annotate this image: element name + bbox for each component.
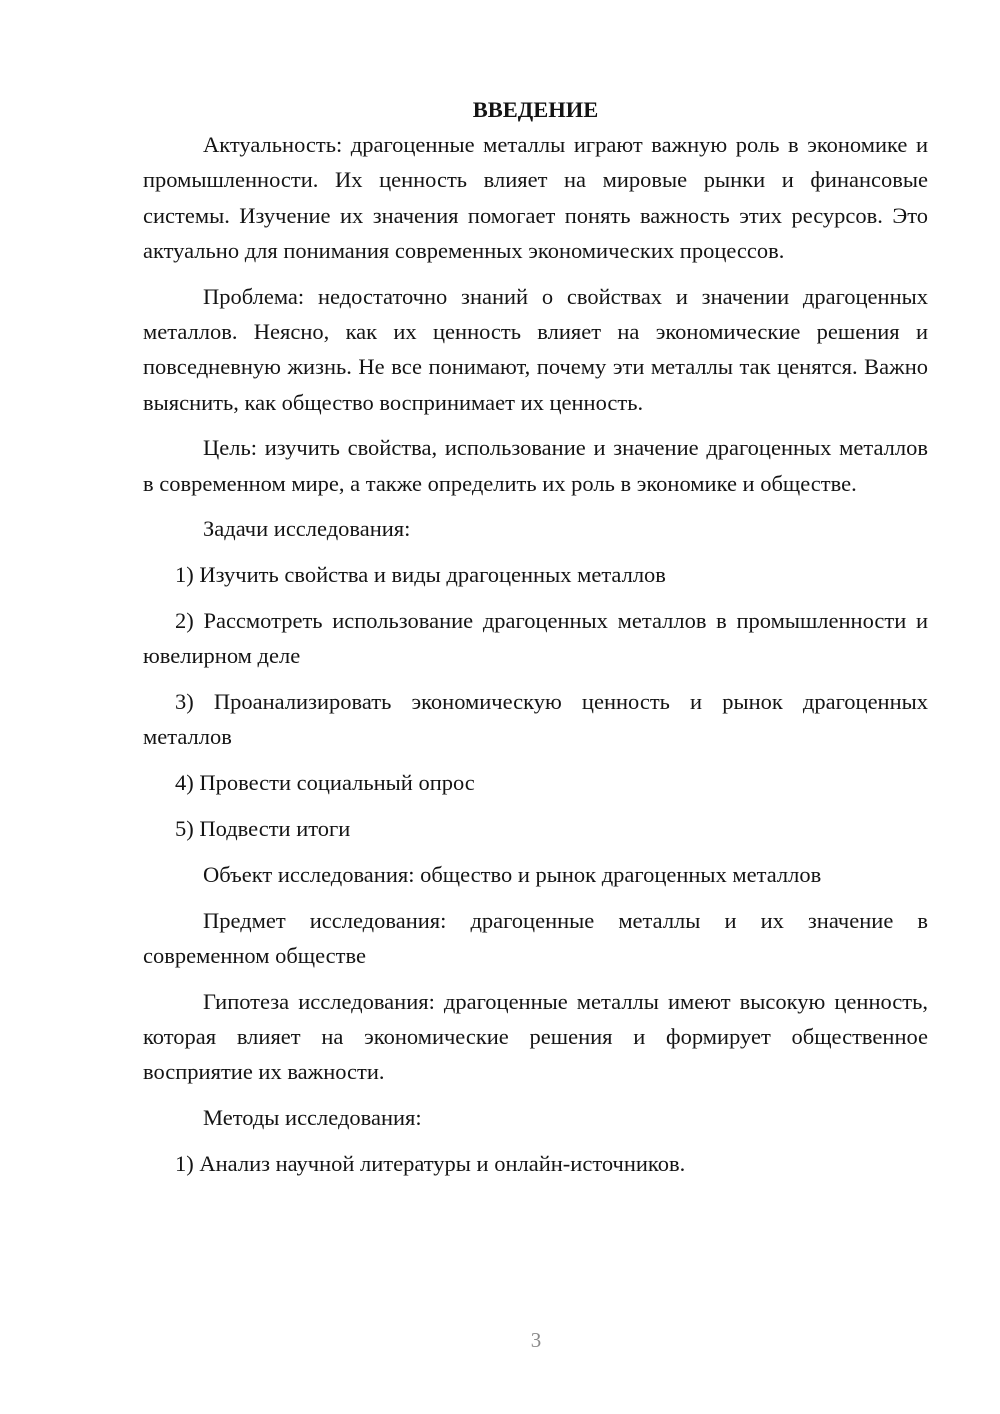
object-paragraph: Объект исследования: общество и рынок драгоценных металлов xyxy=(203,861,822,887)
hypothesis-paragraph: Гипотеза исследования: драгоценные металлы имеют высокую ценность, которая влияет на экономические решения и формирует общественное восприятие их важности. xyxy=(143,988,928,1085)
section-title: ВВЕДЕНИЕ xyxy=(472,97,599,122)
task-item-4: 4) Провести социальный опрос xyxy=(175,770,475,796)
page-number: 3 xyxy=(530,1328,542,1352)
problem-paragraph: Проблема: недостаточно знаний о свойствах и значении драгоценных металлов. Неясно, как их ценность влияет на экономические решения и повседневную жизнь. Не все понимают, почему эти металлы так ценятся. Важно выяснить, как общество воспринимает их ценность. xyxy=(143,283,928,415)
tasks-heading: Задачи исследования: xyxy=(203,516,411,542)
task-item-2: 2) Рассмотреть использование драгоценных металлов в промышленности и ювелирном деле xyxy=(143,608,928,669)
methods-heading: Методы исследования: xyxy=(203,1105,422,1131)
subject-paragraph: Предмет исследования: драгоценные металлы и их значение в современном обществе xyxy=(143,907,928,968)
page-content xyxy=(143,92,928,1181)
task-item-3: 3) Проанализировать экономическую ценность и рынок драгоценных металлов xyxy=(143,689,928,750)
task-item-1: 1) Изучить свойства и виды драгоценных металлов xyxy=(175,562,666,588)
relevance-paragraph: Актуальность: драгоценные металлы играют важную роль в экономике и промышленности. Их ценность влияет на мировые рынки и финансовые системы. Изучение их значения помогает понять важность этих ресурсов. Это актуально для понимания современных экономических процессов. xyxy=(143,132,928,263)
goal-paragraph: Цель: изучить свойства, использование и значение драгоценных металлов в современном мире, а также определить их роль в экономике и обществе. xyxy=(143,435,928,496)
method-item-1: 1) Анализ научной литературы и онлайн-источников. xyxy=(175,1150,686,1176)
task-item-5: 5) Подвести итоги xyxy=(175,816,351,842)
